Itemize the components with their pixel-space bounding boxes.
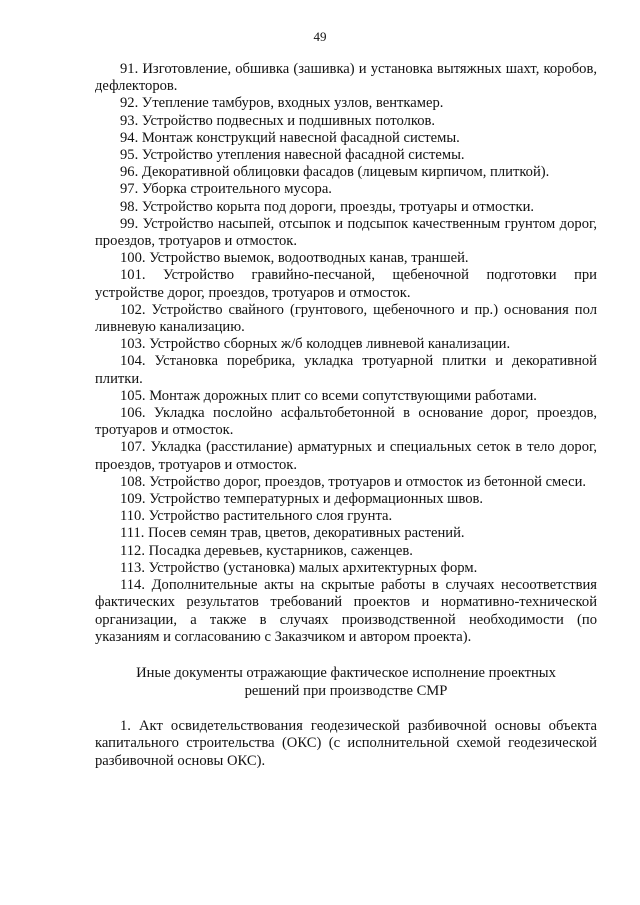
list-item: 101. Устройство гравийно-песчаной, щебеночной подготовки при устройстве дорог, проездов, тротуаров и отмосток. [95,267,597,301]
list-item: 113. Устройство (установка) малых архитектурных форм. [120,559,478,576]
list-item: 107. Укладка (расстилание) арматурных и специальных сеток в тело дорог, проездов, тротуаров и отмосток. [95,439,597,473]
list-item: 110. Устройство растительного слоя грунта. [120,508,393,525]
list-item: 93. Устройство подвесных и подшивных потолков. [120,112,436,129]
list-item: 103. Устройство сборных ж/б колодцев ливневой канализации. [120,336,511,353]
list-item: 111. Посев семян трав, цветов, декоративных растений. [120,525,465,542]
list-item: 95. Устройство утепления навесной фасадной системы. [120,147,465,164]
document-body [95,61,597,784]
list-item: 98. Устройство корыта под дороги, проезды, тротуары и отмостки. [120,198,535,215]
list-item: 106. Укладка послойно асфальтобетонной в основание дорог, проездов, тротуаров и отмосток. [95,405,597,439]
page-number: 49 [313,29,327,44]
section-heading: Иные документы отражающие фактическое исполнение проектных решений при производстве СМР [136,664,556,699]
list-item: 91. Изготовление, обшивка (зашивка) и установка вытяжных шахт, коробов, дефлекторов. [95,61,597,95]
list-item: 105. Монтаж дорожных плит со всеми сопутствующими работами. [120,387,537,404]
list-item: 104. Установка поребрика, укладка тротуарной плитки и декоративной плитки. [95,353,597,387]
document-list-item: 1. Акт освидетельствования геодезической разбивочной основы объекта капитального строительства (ОКС) (с исполнительной схемой геодезической разбивочной основы ОКС). [95,718,597,769]
list-item: 94. Монтаж конструкций навесной фасадной системы. [120,129,460,146]
list-item: 114. Дополнительные акты на скрытые работы в случаях несоответствия фактических результатов требований проектов и нормативно-технической организации, а также в случаях производственной необходимости (по указаниям и согласованию с Заказчиком и автором проекта). [95,577,597,645]
list-item: 108. Устройство дорог, проездов, тротуаров и отмосток из бетонной смеси. [120,473,587,490]
list-item: 92. Утепление тамбуров, входных узлов, венткамер. [120,95,444,112]
list-item: 112. Посадка деревьев, кустарников, саженцев. [120,542,413,559]
list-item: 102. Устройство свайного (грунтового, щебеночного и пр.) основания пол ливневую канализацию. [95,301,597,336]
list-item: 109. Устройство температурных и деформационных швов. [120,491,484,508]
list-item: 99. Устройство насыпей, отсыпок и подсыпок качественным грунтом дорог, проездов, тротуаров и отмосток. [95,215,597,250]
list-item: 96. Декоративной облицовки фасадов (лицевым кирпичом, плиткой). [120,164,550,181]
list-item: 97. Уборка строительного мусора. [120,181,332,198]
list-item: 100. Устройство выемок, водоотводных канав, траншей. [120,250,469,267]
